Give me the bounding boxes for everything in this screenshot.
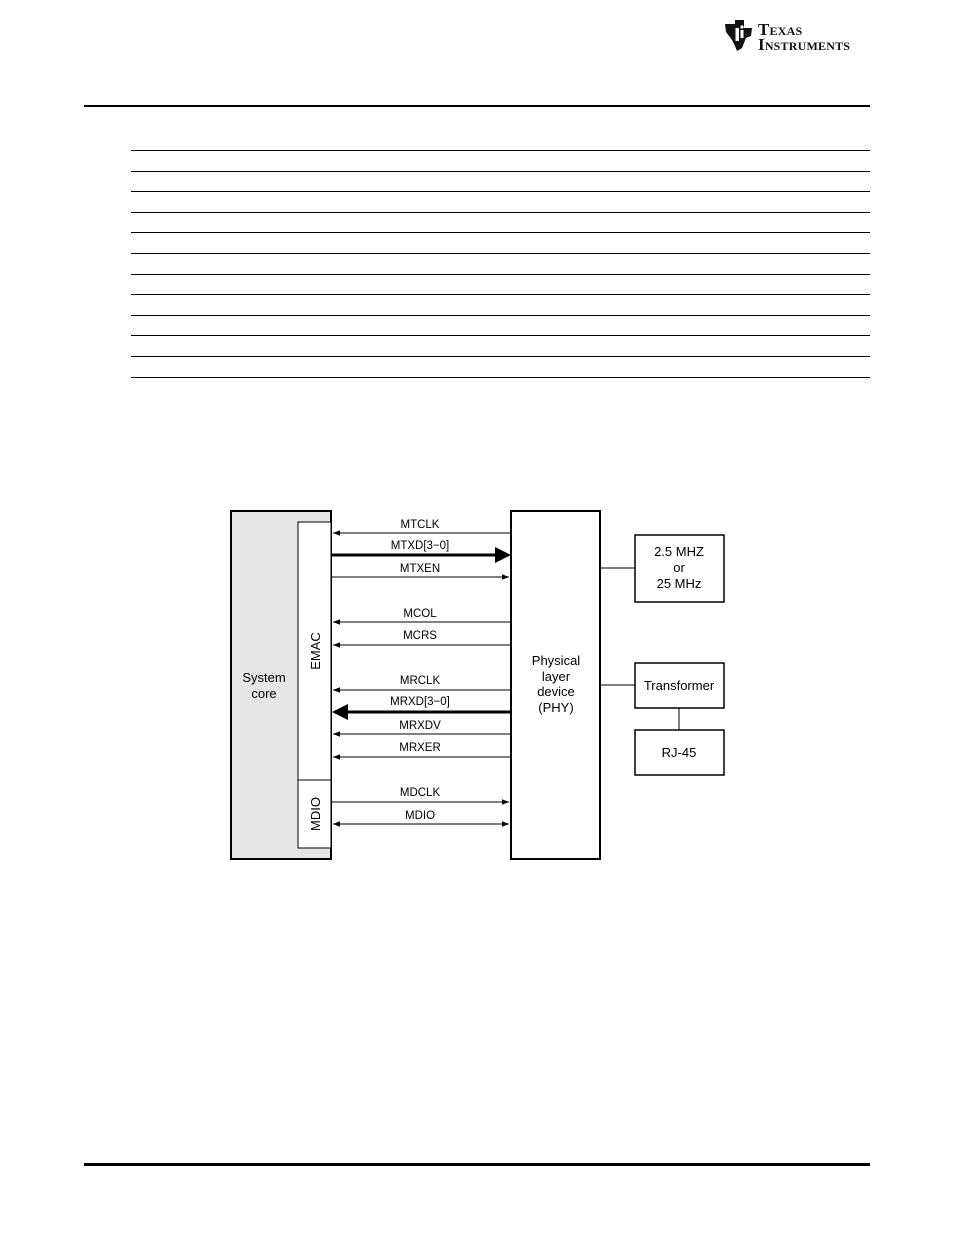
table-row — [131, 356, 870, 377]
table-row — [131, 150, 870, 171]
system-core-label: System — [242, 670, 286, 685]
table-row — [131, 335, 870, 356]
table-row — [131, 315, 870, 336]
system-core-label-2: core — [251, 686, 277, 701]
table-row — [131, 191, 870, 212]
phy-label-line3: device — [537, 684, 575, 699]
ti-logo-icon — [722, 18, 756, 52]
emac-block-diagram — [225, 505, 735, 867]
mtxd-arrowhead — [495, 547, 511, 563]
clock-label-line2: or — [673, 560, 685, 575]
mrclk-label: MRCLK — [399, 675, 441, 687]
header-rule — [84, 105, 870, 107]
table-row — [131, 212, 870, 233]
table-row — [131, 232, 870, 253]
transformer-label: Transformer — [643, 678, 715, 693]
logo-text-line2: Instruments — [758, 35, 851, 54]
table-row — [131, 253, 870, 274]
mcrs-label: MCRS — [403, 630, 437, 642]
phy-label-line4: (PHY) — [538, 700, 574, 715]
logo-text-line1: Texas — [758, 20, 803, 39]
ti-logo — [722, 16, 872, 56]
rj45-label: RJ-45 — [661, 745, 697, 760]
table-row — [131, 171, 870, 192]
table — [131, 150, 870, 378]
phy-label-line2: layer — [541, 669, 571, 684]
table-row — [131, 294, 870, 315]
mrxdv-label: MRXDV — [399, 720, 441, 732]
clock-label-line3: 25 MHz — [656, 576, 702, 591]
mtxen-label: MTXEN — [399, 563, 441, 575]
mtxd-label: MTXD[3−0] — [390, 540, 450, 552]
mcol-label: MCOL — [403, 608, 437, 620]
table-row — [131, 274, 870, 295]
diagram-svg — [225, 505, 735, 867]
mdclk-label: MDCLK — [399, 787, 441, 799]
mrxd-arrowhead — [332, 704, 348, 720]
mrxer-label: MRXER — [399, 742, 441, 754]
mtclk-label: MTCLK — [400, 519, 440, 531]
footer-rule — [84, 1163, 870, 1166]
mrxd-label: MRXD[3−0] — [390, 696, 450, 708]
emac-label: EMAC — [308, 632, 323, 670]
clock-label-line1: 2.5 MHZ — [654, 544, 704, 559]
mdio-block-label: MDIO — [308, 797, 323, 831]
table-row — [131, 377, 870, 378]
mdio-label: MDIO — [404, 810, 436, 822]
phy-label-line1: Physical — [531, 653, 581, 668]
